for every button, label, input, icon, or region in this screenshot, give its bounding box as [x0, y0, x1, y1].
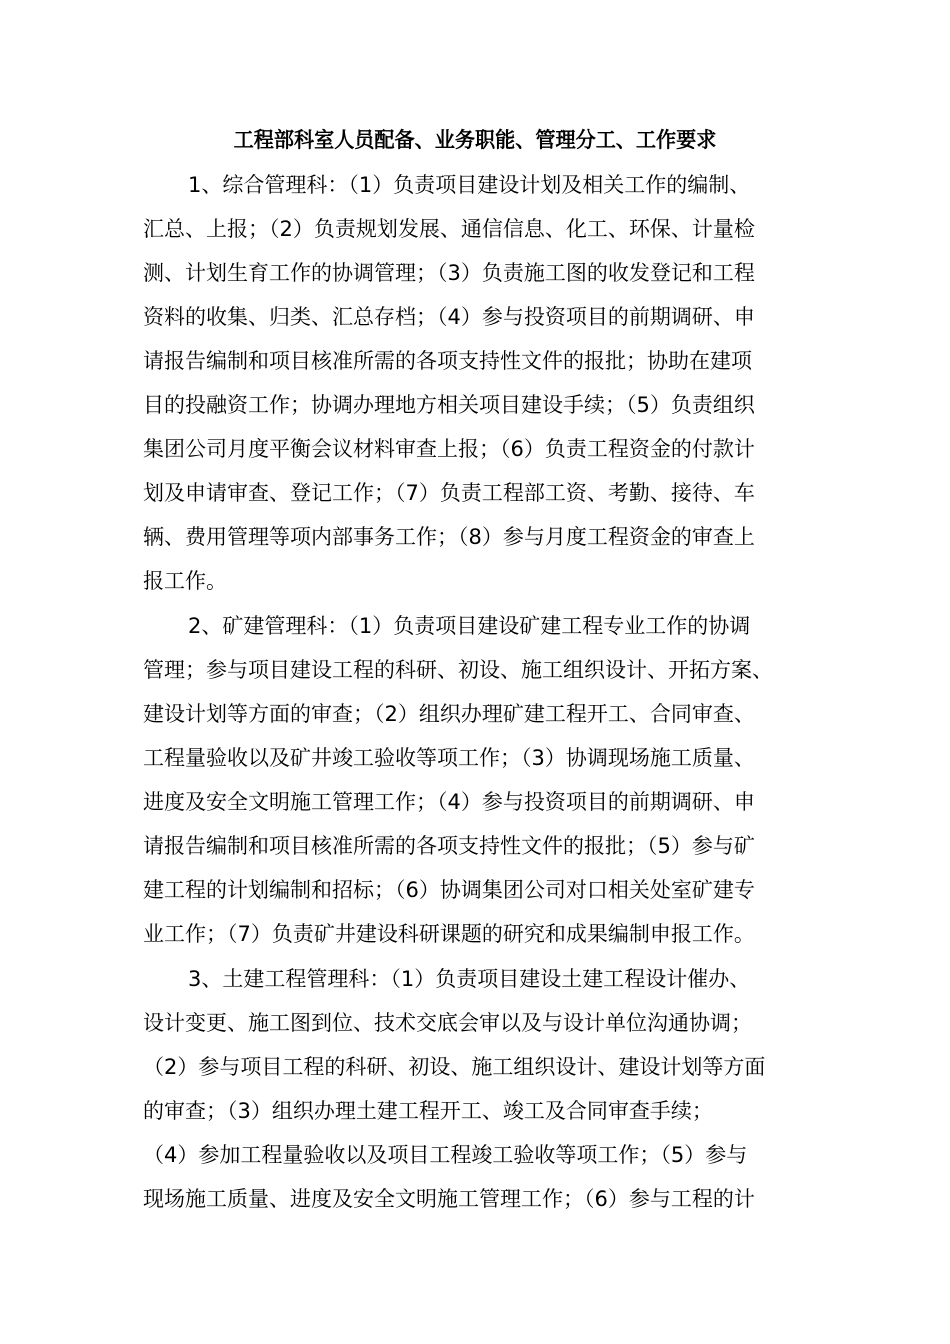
paragraph-line: 进度及安全文明施工管理工作；（4）参与投资项目的前期调研、申 — [143, 790, 755, 814]
paragraph-line: 3、土建工程管理科：（1）负责项目建设土建工程设计催办、 — [188, 967, 751, 991]
paragraph-line: 现场施工质量、进度及安全文明施工管理工作；（6）参与工程的计 — [143, 1187, 755, 1211]
paragraph-line: 请报告编制和项目核准所需的各项支持性文件的报批；协助在建项 — [143, 349, 752, 373]
paragraph-line: 报工作。 — [143, 569, 227, 593]
paragraph-line: （2）参与项目工程的科研、初设、施工组织设计、建设计划等方面 — [143, 1055, 766, 1079]
paragraph-line: 建设计划等方面的审查；（2）组织办理矿建工程开工、合同审查、 — [143, 702, 755, 726]
paragraph-line: 辆、费用管理等项内部事务工作；（8）参与月度工程资金的审查上 — [143, 525, 755, 549]
paragraph-line: （4）参加工程量验收以及项目工程竣工验收等项工作；（5）参与 — [143, 1143, 748, 1167]
paragraph-line: 业工作；（7）负责矿井建设科研课题的研究和成果编制申报工作。 — [143, 922, 755, 946]
paragraph-line: 的审查；（3）组织办理土建工程开工、竣工及合同审查手续； — [143, 1099, 713, 1123]
paragraph-line: 管理；参与项目建设工程的科研、初设、施工组织设计、开拓方案、 — [143, 658, 773, 682]
paragraph-line: 2、矿建管理科：（1）负责项目建设矿建工程专业工作的协调 — [188, 614, 751, 638]
paragraph-line: 汇总、上报；（2）负责规划发展、通信信息、化工、环保、计量检 — [143, 217, 755, 241]
paragraph-line: 1、综合管理科：（1）负责项目建设计划及相关工作的编制、 — [188, 173, 751, 197]
paragraph-line: 请报告编制和项目核准所需的各项支持性文件的报批；（5）参与矿 — [143, 834, 755, 858]
paragraph-line: 集团公司月度平衡会议材料审查上报；（6）负责工程资金的付款计 — [143, 437, 755, 461]
paragraph-line: 目的投融资工作；协调办理地方相关项目建设手续；（5）负责组织 — [143, 393, 755, 417]
paragraph-line: 划及申请审查、登记工作；（7）负责工程部工资、考勤、接待、车 — [143, 481, 755, 505]
paragraph-line: 设计变更、施工图到位、技术交底会审以及与设计单位沟通协调； — [143, 1011, 752, 1035]
paragraph-line: 工程量验收以及矿井竣工验收等项工作；（3）协调现场施工质量、 — [143, 746, 755, 770]
paragraph-line: 建工程的计划编制和招标；（6）协调集团公司对口相关处室矿建专 — [143, 878, 755, 902]
paragraph-line: 测、计划生育工作的协调管理；（3）负责施工图的收发登记和工程 — [143, 261, 755, 285]
paragraph-line: 资料的收集、归类、汇总存档；（4）参与投资项目的前期调研、申 — [143, 305, 755, 329]
document-title: 工程部科室人员配备、业务职能、管理分工、工作要求 — [233, 128, 717, 152]
